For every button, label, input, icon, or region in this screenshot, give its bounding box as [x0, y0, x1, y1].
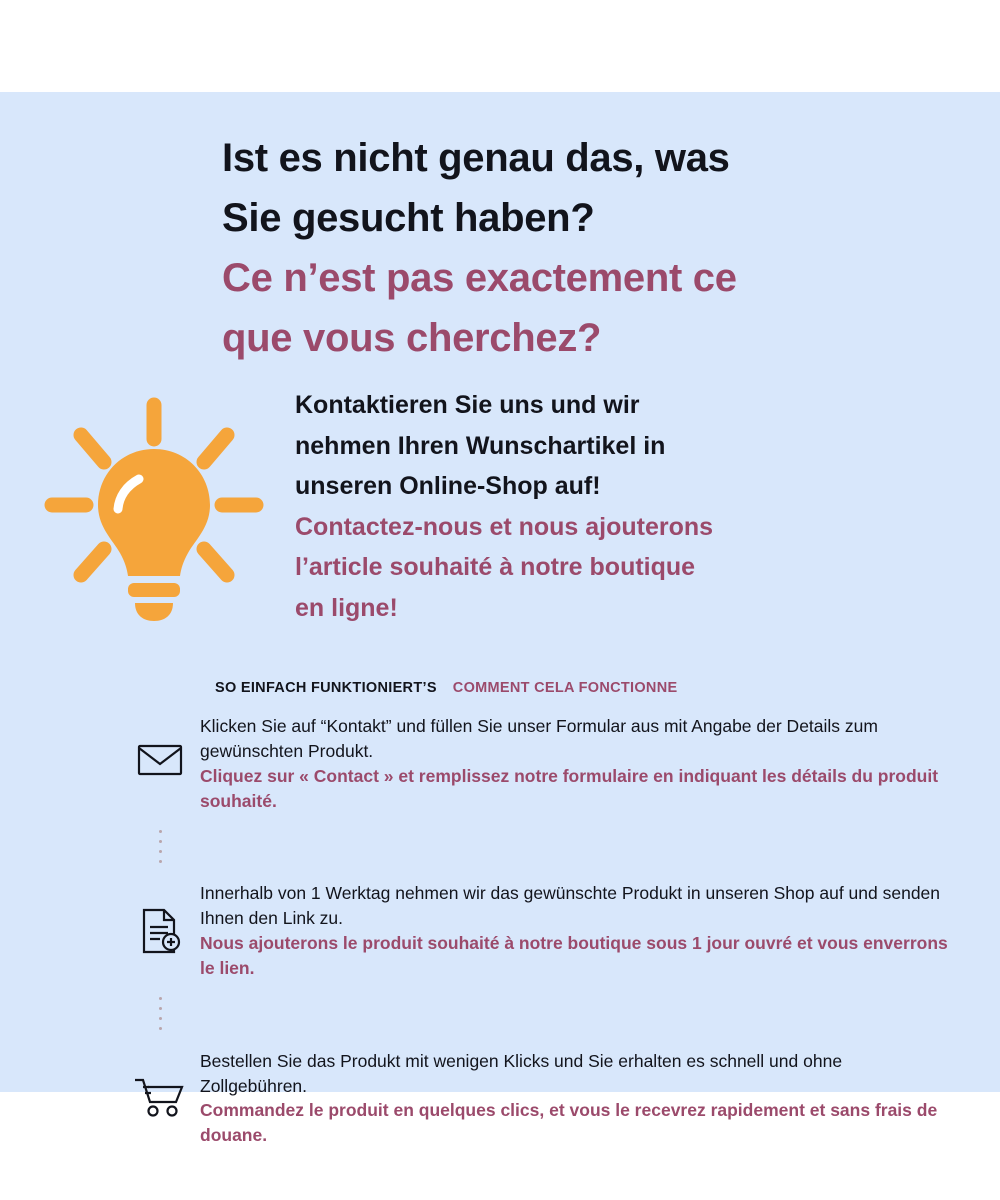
section-label-german: SO EINFACH FUNKTIONIERT’S — [215, 680, 437, 696]
step-3-french: Commandez le produit en quelques clics, et vous le recevrez rapidement et sans frais de douane. — [200, 1100, 938, 1146]
intro-french-line2: l’article souhaité à notre boutique — [295, 553, 696, 581]
intro-german-line1: Kontaktieren Sie uns und wir — [295, 391, 640, 419]
heading-german-line2: Sie gesucht haben? — [222, 196, 595, 240]
step-divider-1 — [120, 813, 950, 879]
steps-list — [120, 712, 950, 1148]
step-divider-2 — [120, 981, 950, 1047]
heading-french-line1: Ce n’est pas exactement ce — [222, 256, 737, 300]
promo-banner — [0, 92, 1000, 1146]
step-2-french: Nous ajouterons le produit souhaité à notre boutique sous 1 jour ouvré et vous enverrons le lien. — [200, 933, 948, 978]
list-item — [120, 879, 950, 980]
intro-german-line2: nehmen Ihren Wunschartikel in — [295, 431, 666, 460]
envelope-icon — [120, 712, 200, 780]
intro-german-line3: unseren Online-Shop auf! — [295, 472, 601, 500]
dotted-connector — [120, 981, 200, 1047]
step-1-german: Klicken Sie auf “Kontakt” und füllen Sie unser Formular aus mit Angabe der Details zum gewünschten Produkt. — [200, 716, 878, 761]
page-title — [222, 128, 952, 368]
step-1-french: Cliquez sur « Contact » et remplissez notre formulaire en indiquant les détails du produit souhaité. — [200, 765, 939, 811]
intro-french-line1: Contactez-nous et nous ajouterons — [295, 512, 714, 541]
document-add-icon — [120, 879, 200, 955]
intro-french-line3: en ligne! — [295, 593, 398, 622]
list-item — [120, 712, 950, 813]
dotted-connector — [120, 813, 200, 879]
list-item — [120, 1047, 950, 1148]
lightbulb-icon — [34, 387, 274, 627]
shopping-cart-icon — [120, 1047, 200, 1119]
section-label — [215, 680, 677, 696]
heading-german-line1: Ist es nicht genau das, was — [222, 136, 730, 180]
step-3-german: Bestellen Sie das Produkt mit wenigen Klicks und Sie erhalten es schnell und ohne Zollgebühren. — [200, 1050, 843, 1096]
section-label-french: COMMENT CELA FONCTIONNE — [452, 680, 678, 696]
heading-french-line2: que vous cherchez? — [222, 316, 602, 360]
intro-paragraph — [295, 385, 895, 628]
step-2-german: Innerhalb von 1 Werktag nehmen wir das gewünschte Produkt in unseren Shop auf und senden Ihnen den Link zu. — [200, 883, 941, 929]
